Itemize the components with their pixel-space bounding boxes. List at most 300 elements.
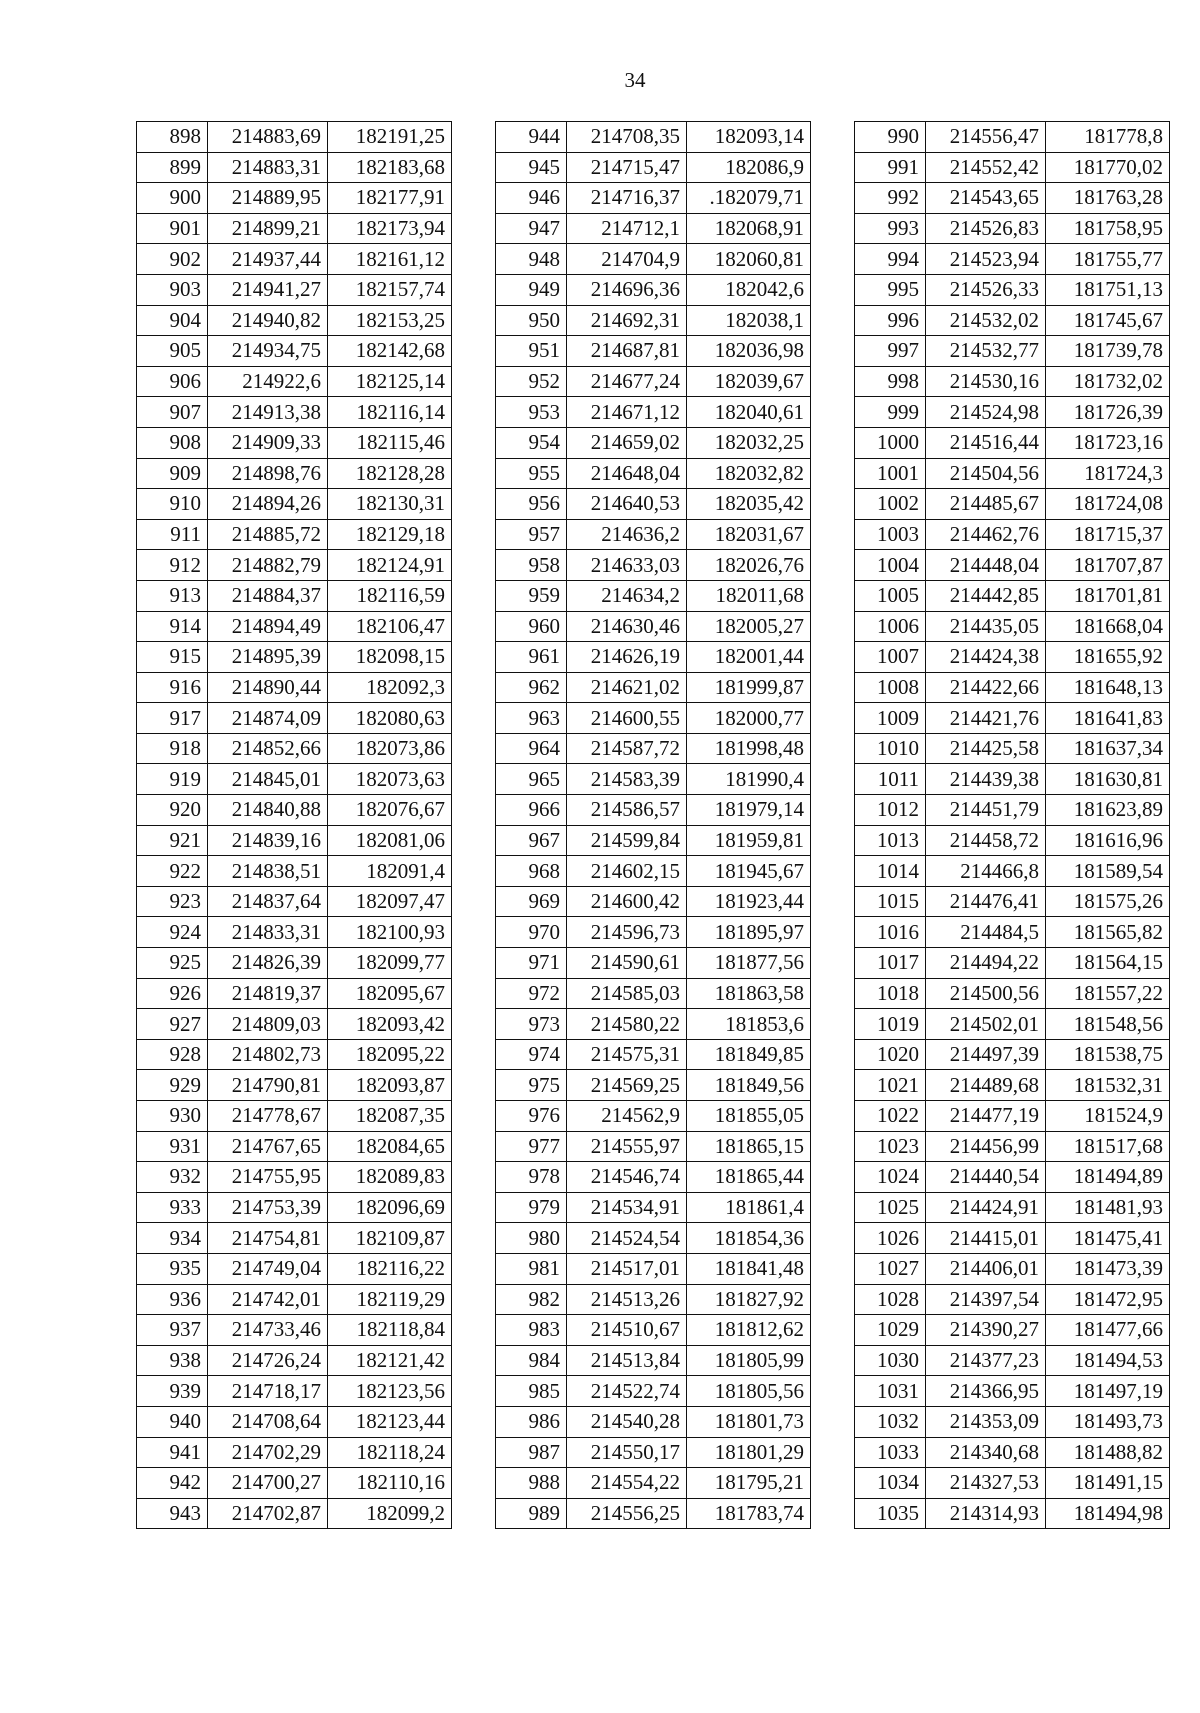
table-row (855, 397, 1170, 428)
y-coordinate-cell: 182098,15 (328, 642, 452, 673)
table-row (855, 489, 1170, 520)
table-row (855, 1162, 1170, 1193)
table-row (496, 1437, 811, 1468)
point-number-cell: 993 (855, 213, 926, 244)
x-coordinate-cell: 214874,09 (208, 703, 328, 734)
y-coordinate-cell: 182087,35 (328, 1101, 452, 1132)
table-row (496, 672, 811, 703)
page-number: 34 (624, 68, 646, 92)
x-coordinate-cell: 214422,66 (926, 672, 1046, 703)
y-coordinate-cell: 181945,67 (687, 856, 811, 887)
point-number-cell: 1020 (855, 1039, 926, 1070)
point-number-cell: 901 (137, 213, 208, 244)
x-coordinate-cell: 214526,33 (926, 274, 1046, 305)
point-number-cell: 908 (137, 427, 208, 458)
x-coordinate-cell: 214922,6 (208, 366, 328, 397)
table-row (496, 458, 811, 489)
y-coordinate-cell: 182005,27 (687, 611, 811, 642)
point-number-cell: 1005 (855, 580, 926, 611)
x-coordinate-cell: 214692,31 (567, 305, 687, 336)
x-coordinate-cell: 214340,68 (926, 1437, 1046, 1468)
x-coordinate-cell: 214477,19 (926, 1101, 1046, 1132)
y-coordinate-cell: 181855,05 (687, 1101, 811, 1132)
point-number-cell: 958 (496, 550, 567, 581)
table-row (855, 1192, 1170, 1223)
point-number-cell: 917 (137, 703, 208, 734)
y-coordinate-cell: 182011,68 (687, 580, 811, 611)
point-number-cell: 1022 (855, 1101, 926, 1132)
point-number-cell: 1032 (855, 1406, 926, 1437)
point-number-cell: 1000 (855, 427, 926, 458)
x-coordinate-cell: 214890,44 (208, 672, 328, 703)
y-coordinate-cell: 182040,61 (687, 397, 811, 428)
y-coordinate-cell: 181637,34 (1046, 733, 1170, 764)
x-coordinate-cell: 214630,46 (567, 611, 687, 642)
y-coordinate-cell: 181849,85 (687, 1039, 811, 1070)
point-number-cell: 1002 (855, 489, 926, 520)
y-coordinate-cell: 182093,87 (328, 1070, 452, 1101)
y-coordinate-cell: 181959,81 (687, 825, 811, 856)
table-row (855, 1376, 1170, 1407)
x-coordinate-cell: 214633,03 (567, 550, 687, 581)
x-coordinate-cell: 214390,27 (926, 1315, 1046, 1346)
x-coordinate-cell: 214435,05 (926, 611, 1046, 642)
table-row (855, 1345, 1170, 1376)
table-row (855, 1101, 1170, 1132)
y-coordinate-cell: 181979,14 (687, 795, 811, 826)
x-coordinate-cell: 214552,42 (926, 152, 1046, 183)
x-coordinate-cell: 214716,37 (567, 183, 687, 214)
x-coordinate-cell: 214424,91 (926, 1192, 1046, 1223)
y-coordinate-cell: 181724,08 (1046, 489, 1170, 520)
point-number-cell: 947 (496, 213, 567, 244)
point-number-cell: 966 (496, 795, 567, 826)
point-number-cell: 970 (496, 917, 567, 948)
point-number-cell: 1035 (855, 1498, 926, 1529)
y-coordinate-cell: 182142,68 (328, 336, 452, 367)
table-row (855, 244, 1170, 275)
table-row (855, 122, 1170, 153)
point-number-cell: 941 (137, 1437, 208, 1468)
table-row (137, 611, 452, 642)
x-coordinate-cell: 214500,56 (926, 978, 1046, 1009)
table-row (137, 305, 452, 336)
y-coordinate-cell: 182125,14 (328, 366, 452, 397)
y-coordinate-cell: 181745,67 (1046, 305, 1170, 336)
x-coordinate-cell: 214708,35 (567, 122, 687, 153)
y-coordinate-cell: 182032,82 (687, 458, 811, 489)
point-number-cell: 997 (855, 336, 926, 367)
x-coordinate-cell: 214648,04 (567, 458, 687, 489)
table-row (496, 336, 811, 367)
table-row (855, 1131, 1170, 1162)
x-coordinate-cell: 214556,47 (926, 122, 1046, 153)
table-row (496, 856, 811, 887)
y-coordinate-cell: 182081,06 (328, 825, 452, 856)
y-coordinate-cell: 181491,15 (1046, 1468, 1170, 1499)
point-number-cell: 928 (137, 1039, 208, 1070)
x-coordinate-cell: 214517,01 (567, 1253, 687, 1284)
x-coordinate-cell: 214718,17 (208, 1376, 328, 1407)
x-coordinate-cell: 214451,79 (926, 795, 1046, 826)
x-coordinate-cell: 214534,91 (567, 1192, 687, 1223)
x-coordinate-cell: 214626,19 (567, 642, 687, 673)
table-row (496, 825, 811, 856)
table-row (855, 672, 1170, 703)
x-coordinate-cell: 214510,67 (567, 1315, 687, 1346)
coordinates-table-2 (495, 121, 811, 1529)
x-coordinate-cell: 214809,03 (208, 1009, 328, 1040)
x-coordinate-cell: 214353,09 (926, 1406, 1046, 1437)
table-row (496, 917, 811, 948)
x-coordinate-cell: 214524,98 (926, 397, 1046, 428)
table-row (496, 274, 811, 305)
y-coordinate-cell: 182128,28 (328, 458, 452, 489)
x-coordinate-cell: 214516,44 (926, 427, 1046, 458)
x-coordinate-cell: 214497,39 (926, 1039, 1046, 1070)
table-row (137, 336, 452, 367)
y-coordinate-cell: 182001,44 (687, 642, 811, 673)
point-number-cell: 910 (137, 489, 208, 520)
y-coordinate-cell: 182115,46 (328, 427, 452, 458)
x-coordinate-cell: 214704,9 (567, 244, 687, 275)
y-coordinate-cell: 181481,93 (1046, 1192, 1170, 1223)
x-coordinate-cell: 214513,26 (567, 1284, 687, 1315)
point-number-cell: 939 (137, 1376, 208, 1407)
x-coordinate-cell: 214550,17 (567, 1437, 687, 1468)
x-coordinate-cell: 214366,95 (926, 1376, 1046, 1407)
x-coordinate-cell: 214314,93 (926, 1498, 1046, 1529)
point-number-cell: 1023 (855, 1131, 926, 1162)
point-number-cell: 909 (137, 458, 208, 489)
y-coordinate-cell: 182130,31 (328, 489, 452, 520)
table-row (137, 122, 452, 153)
x-coordinate-cell: 214448,04 (926, 550, 1046, 581)
point-number-cell: 992 (855, 183, 926, 214)
x-coordinate-cell: 214702,87 (208, 1498, 328, 1529)
table-row (855, 458, 1170, 489)
point-number-cell: 998 (855, 366, 926, 397)
y-coordinate-cell: 182031,67 (687, 519, 811, 550)
point-number-cell: 983 (496, 1315, 567, 1346)
table-row (855, 1437, 1170, 1468)
point-number-cell: 932 (137, 1162, 208, 1193)
point-number-cell: 1033 (855, 1437, 926, 1468)
y-coordinate-cell: 181895,97 (687, 917, 811, 948)
x-coordinate-cell: 214634,2 (567, 580, 687, 611)
table-row (496, 1131, 811, 1162)
point-number-cell: 989 (496, 1498, 567, 1529)
x-coordinate-cell: 214599,84 (567, 825, 687, 856)
x-coordinate-cell: 214562,9 (567, 1101, 687, 1132)
point-number-cell: 955 (496, 458, 567, 489)
table-row (855, 856, 1170, 887)
y-coordinate-cell: 182080,63 (328, 703, 452, 734)
point-number-cell: 1003 (855, 519, 926, 550)
point-number-cell: 1021 (855, 1070, 926, 1101)
table-row (137, 1223, 452, 1254)
y-coordinate-cell: 182073,63 (328, 764, 452, 795)
x-coordinate-cell: 214940,82 (208, 305, 328, 336)
y-coordinate-cell: 181801,29 (687, 1437, 811, 1468)
table-row (137, 1070, 452, 1101)
x-coordinate-cell: 214895,39 (208, 642, 328, 673)
point-number-cell: 965 (496, 764, 567, 795)
table-row (137, 213, 452, 244)
table-row (496, 1039, 811, 1070)
x-coordinate-cell: 214894,26 (208, 489, 328, 520)
point-number-cell: 912 (137, 550, 208, 581)
point-number-cell: 1031 (855, 1376, 926, 1407)
y-coordinate-cell: 182076,67 (328, 795, 452, 826)
x-coordinate-cell: 214715,47 (567, 152, 687, 183)
table-row (496, 978, 811, 1009)
table-row (137, 825, 452, 856)
x-coordinate-cell: 214458,72 (926, 825, 1046, 856)
y-coordinate-cell: 181751,13 (1046, 274, 1170, 305)
point-number-cell: 963 (496, 703, 567, 734)
table-row (855, 305, 1170, 336)
table-row (855, 1253, 1170, 1284)
y-coordinate-cell: 181494,98 (1046, 1498, 1170, 1529)
y-coordinate-cell: 181849,56 (687, 1070, 811, 1101)
table-row (855, 1009, 1170, 1040)
point-number-cell: 921 (137, 825, 208, 856)
table-row (855, 733, 1170, 764)
table-row (137, 764, 452, 795)
x-coordinate-cell: 214583,39 (567, 764, 687, 795)
y-coordinate-cell: 181877,56 (687, 948, 811, 979)
y-coordinate-cell: 182042,6 (687, 274, 811, 305)
point-number-cell: 967 (496, 825, 567, 856)
table-row (137, 489, 452, 520)
x-coordinate-cell: 214884,37 (208, 580, 328, 611)
point-number-cell: 988 (496, 1468, 567, 1499)
point-number-cell: 957 (496, 519, 567, 550)
table-row (855, 427, 1170, 458)
y-coordinate-cell: 181732,02 (1046, 366, 1170, 397)
point-number-cell: 948 (496, 244, 567, 275)
x-coordinate-cell: 214838,51 (208, 856, 328, 887)
table-row (855, 1468, 1170, 1499)
y-coordinate-cell: 182157,74 (328, 274, 452, 305)
x-coordinate-cell: 214937,44 (208, 244, 328, 275)
point-number-cell: 1007 (855, 642, 926, 673)
point-number-cell: 942 (137, 1468, 208, 1499)
table-row (496, 611, 811, 642)
point-number-cell: 936 (137, 1284, 208, 1315)
x-coordinate-cell: 214522,74 (567, 1376, 687, 1407)
x-coordinate-cell: 214494,22 (926, 948, 1046, 979)
point-number-cell: 1011 (855, 764, 926, 795)
y-coordinate-cell: 181655,92 (1046, 642, 1170, 673)
table-row (137, 366, 452, 397)
table-row (855, 550, 1170, 581)
point-number-cell: 975 (496, 1070, 567, 1101)
y-coordinate-cell: 182073,86 (328, 733, 452, 764)
table-row (855, 1284, 1170, 1315)
table-row (137, 1315, 452, 1346)
point-number-cell: 973 (496, 1009, 567, 1040)
x-coordinate-cell: 214702,29 (208, 1437, 328, 1468)
point-number-cell: 898 (137, 122, 208, 153)
y-coordinate-cell: 181805,56 (687, 1376, 811, 1407)
point-number-cell: 934 (137, 1223, 208, 1254)
y-coordinate-cell: 182121,42 (328, 1345, 452, 1376)
x-coordinate-cell: 214700,27 (208, 1468, 328, 1499)
point-number-cell: 1006 (855, 611, 926, 642)
point-number-cell: 923 (137, 886, 208, 917)
y-coordinate-cell: 182032,25 (687, 427, 811, 458)
table-row (496, 642, 811, 673)
x-coordinate-cell: 214532,02 (926, 305, 1046, 336)
x-coordinate-cell: 214484,5 (926, 917, 1046, 948)
x-coordinate-cell: 214526,83 (926, 213, 1046, 244)
point-number-cell: 1013 (855, 825, 926, 856)
point-number-cell: 1012 (855, 795, 926, 826)
x-coordinate-cell: 214934,75 (208, 336, 328, 367)
x-coordinate-cell: 214569,25 (567, 1070, 687, 1101)
point-number-cell: 946 (496, 183, 567, 214)
table-row (496, 1345, 811, 1376)
table-row (496, 1223, 811, 1254)
point-number-cell: 984 (496, 1345, 567, 1376)
x-coordinate-cell: 214489,68 (926, 1070, 1046, 1101)
table-row (496, 366, 811, 397)
y-coordinate-cell: 182089,83 (328, 1162, 452, 1193)
x-coordinate-cell: 214941,27 (208, 274, 328, 305)
point-number-cell: 982 (496, 1284, 567, 1315)
table-row (496, 886, 811, 917)
y-coordinate-cell: 182099,77 (328, 948, 452, 979)
y-coordinate-cell: 182097,47 (328, 886, 452, 917)
point-number-cell: 933 (137, 1192, 208, 1223)
table-row (855, 274, 1170, 305)
x-coordinate-cell: 214840,88 (208, 795, 328, 826)
table-row (137, 1253, 452, 1284)
table-row (855, 825, 1170, 856)
point-number-cell: 916 (137, 672, 208, 703)
x-coordinate-cell: 214476,41 (926, 886, 1046, 917)
point-number-cell: 930 (137, 1101, 208, 1132)
point-number-cell: 949 (496, 274, 567, 305)
table-row (496, 122, 811, 153)
point-number-cell: 976 (496, 1101, 567, 1132)
point-number-cell: 919 (137, 764, 208, 795)
y-coordinate-cell: 182119,29 (328, 1284, 452, 1315)
y-coordinate-cell: 181865,15 (687, 1131, 811, 1162)
point-number-cell: 1014 (855, 856, 926, 887)
table-row (496, 1101, 811, 1132)
table-row (855, 795, 1170, 826)
table-row (496, 1253, 811, 1284)
point-number-cell: 986 (496, 1406, 567, 1437)
x-coordinate-cell: 214753,39 (208, 1192, 328, 1223)
y-coordinate-cell: 181641,83 (1046, 703, 1170, 734)
x-coordinate-cell: 214524,54 (567, 1223, 687, 1254)
y-coordinate-cell: 181863,58 (687, 978, 811, 1009)
table-row (496, 580, 811, 611)
y-coordinate-cell: .182079,71 (687, 183, 811, 214)
x-coordinate-cell: 214733,46 (208, 1315, 328, 1346)
point-number-cell: 911 (137, 519, 208, 550)
x-coordinate-cell: 214543,65 (926, 183, 1046, 214)
x-coordinate-cell: 214778,67 (208, 1101, 328, 1132)
y-coordinate-cell: 181783,74 (687, 1498, 811, 1529)
point-number-cell: 979 (496, 1192, 567, 1223)
table-row (496, 1009, 811, 1040)
x-coordinate-cell: 214882,79 (208, 550, 328, 581)
y-coordinate-cell: 181472,95 (1046, 1284, 1170, 1315)
table-row (137, 1192, 452, 1223)
x-coordinate-cell: 214913,38 (208, 397, 328, 428)
table-row (855, 152, 1170, 183)
y-coordinate-cell: 181854,36 (687, 1223, 811, 1254)
table-row (855, 611, 1170, 642)
y-coordinate-cell: 182084,65 (328, 1131, 452, 1162)
point-number-cell: 905 (137, 336, 208, 367)
y-coordinate-cell: 182038,1 (687, 305, 811, 336)
point-number-cell: 996 (855, 305, 926, 336)
y-coordinate-cell: 181494,89 (1046, 1162, 1170, 1193)
y-coordinate-cell: 182086,9 (687, 152, 811, 183)
point-number-cell: 920 (137, 795, 208, 826)
x-coordinate-cell: 214425,58 (926, 733, 1046, 764)
y-coordinate-cell: 181488,82 (1046, 1437, 1170, 1468)
x-coordinate-cell: 214852,66 (208, 733, 328, 764)
x-coordinate-cell: 214586,57 (567, 795, 687, 826)
table-row (855, 1223, 1170, 1254)
point-number-cell: 940 (137, 1406, 208, 1437)
x-coordinate-cell: 214899,21 (208, 213, 328, 244)
point-number-cell: 929 (137, 1070, 208, 1101)
table-row (496, 213, 811, 244)
y-coordinate-cell: 181758,95 (1046, 213, 1170, 244)
point-number-cell: 952 (496, 366, 567, 397)
table-row (137, 703, 452, 734)
y-coordinate-cell: 181990,4 (687, 764, 811, 795)
y-coordinate-cell: 181778,8 (1046, 122, 1170, 153)
point-number-cell: 922 (137, 856, 208, 887)
x-coordinate-cell: 214837,64 (208, 886, 328, 917)
x-coordinate-cell: 214885,72 (208, 519, 328, 550)
point-number-cell: 935 (137, 1253, 208, 1284)
table-row (855, 978, 1170, 1009)
y-coordinate-cell: 182109,87 (328, 1223, 452, 1254)
y-coordinate-cell: 182116,22 (328, 1253, 452, 1284)
x-coordinate-cell: 214504,56 (926, 458, 1046, 489)
x-coordinate-cell: 214440,54 (926, 1162, 1046, 1193)
table-row (496, 305, 811, 336)
table-row (137, 856, 452, 887)
y-coordinate-cell: 181861,4 (687, 1192, 811, 1223)
table-row (496, 703, 811, 734)
y-coordinate-cell: 182026,76 (687, 550, 811, 581)
table-row (496, 427, 811, 458)
y-coordinate-cell: 182095,22 (328, 1039, 452, 1070)
y-coordinate-cell: 181739,78 (1046, 336, 1170, 367)
x-coordinate-cell: 214585,03 (567, 978, 687, 1009)
x-coordinate-cell: 214421,76 (926, 703, 1046, 734)
point-number-cell: 943 (137, 1498, 208, 1529)
x-coordinate-cell: 214677,24 (567, 366, 687, 397)
y-coordinate-cell: 182036,98 (687, 336, 811, 367)
y-coordinate-cell: 182116,59 (328, 580, 452, 611)
x-coordinate-cell: 214749,04 (208, 1253, 328, 1284)
point-number-cell: 994 (855, 244, 926, 275)
point-number-cell: 915 (137, 642, 208, 673)
x-coordinate-cell: 214621,02 (567, 672, 687, 703)
